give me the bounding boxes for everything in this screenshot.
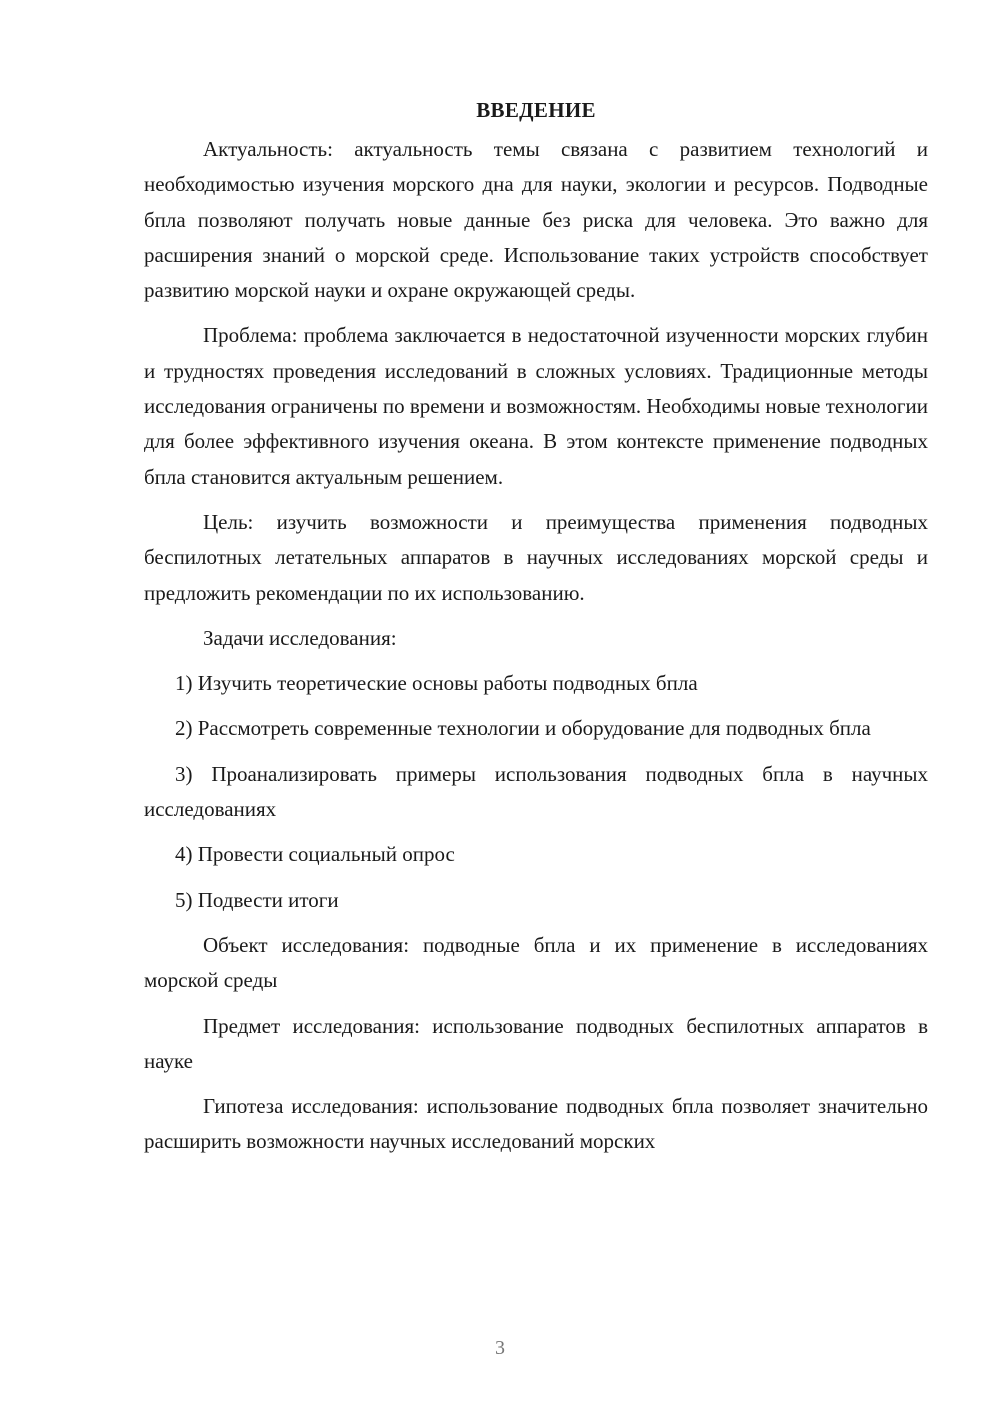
paragraph-hypothesis: Гипотеза исследования: использование подводных бпла позволяет значительно расширить возможности научных исследований морских <box>144 1094 928 1154</box>
paragraph-problem: Проблема: проблема заключается в недостаточной изученности морских глубин и трудностях проведения исследований в сложных условиях. Традиционные методы исследования ограничены по времени и возможностям. Необходимы новые технологии для более эффективного изучения океана. В этом контексте применение подводных бпла становится актуальным решением. <box>144 323 928 489</box>
task-item-1: 1) Изучить теоретические основы работы подводных бпла <box>175 671 698 696</box>
page-number: 3 <box>495 1337 505 1359</box>
task-item-3: 3) Проанализировать примеры использования подводных бпла в научных исследованиях <box>144 761 928 822</box>
task-item-5: 5) Подвести итоги <box>175 887 339 912</box>
paragraph-subject: Предмет исследования: использование подводных беспилотных аппаратов в науке <box>144 1013 928 1073</box>
task-item-4: 4) Провести социальный опрос <box>175 842 455 867</box>
paragraph-goal: Цель: изучить возможности и преимущества применения подводных беспилотных летательных аппаратов в научных исследованиях морской среды и предложить рекомендации по их использованию. <box>144 509 928 605</box>
paragraph-relevance: Актуальность: актуальность темы связана с развитием технологий и необходимостью изучения морского дна для науки, экологии и ресурсов. Подводные бпла позволяют получать новые данные без риска для человека. Это важно для расширения знаний о морской среде. Использование таких устройств способствует развитию морской науки и охране окружающей среды. <box>144 137 928 303</box>
paragraph-tasks-heading: Задачи исследования: <box>203 625 397 650</box>
document-page <box>144 96 928 1170</box>
task-item-2: 2) Рассмотреть современные технологии и оборудование для подводных бпла <box>175 716 871 741</box>
paragraph-object: Объект исследования: подводные бпла и их применение в исследованиях морской среды <box>144 932 928 993</box>
section-heading: ВВЕДЕНИЕ <box>476 98 596 122</box>
